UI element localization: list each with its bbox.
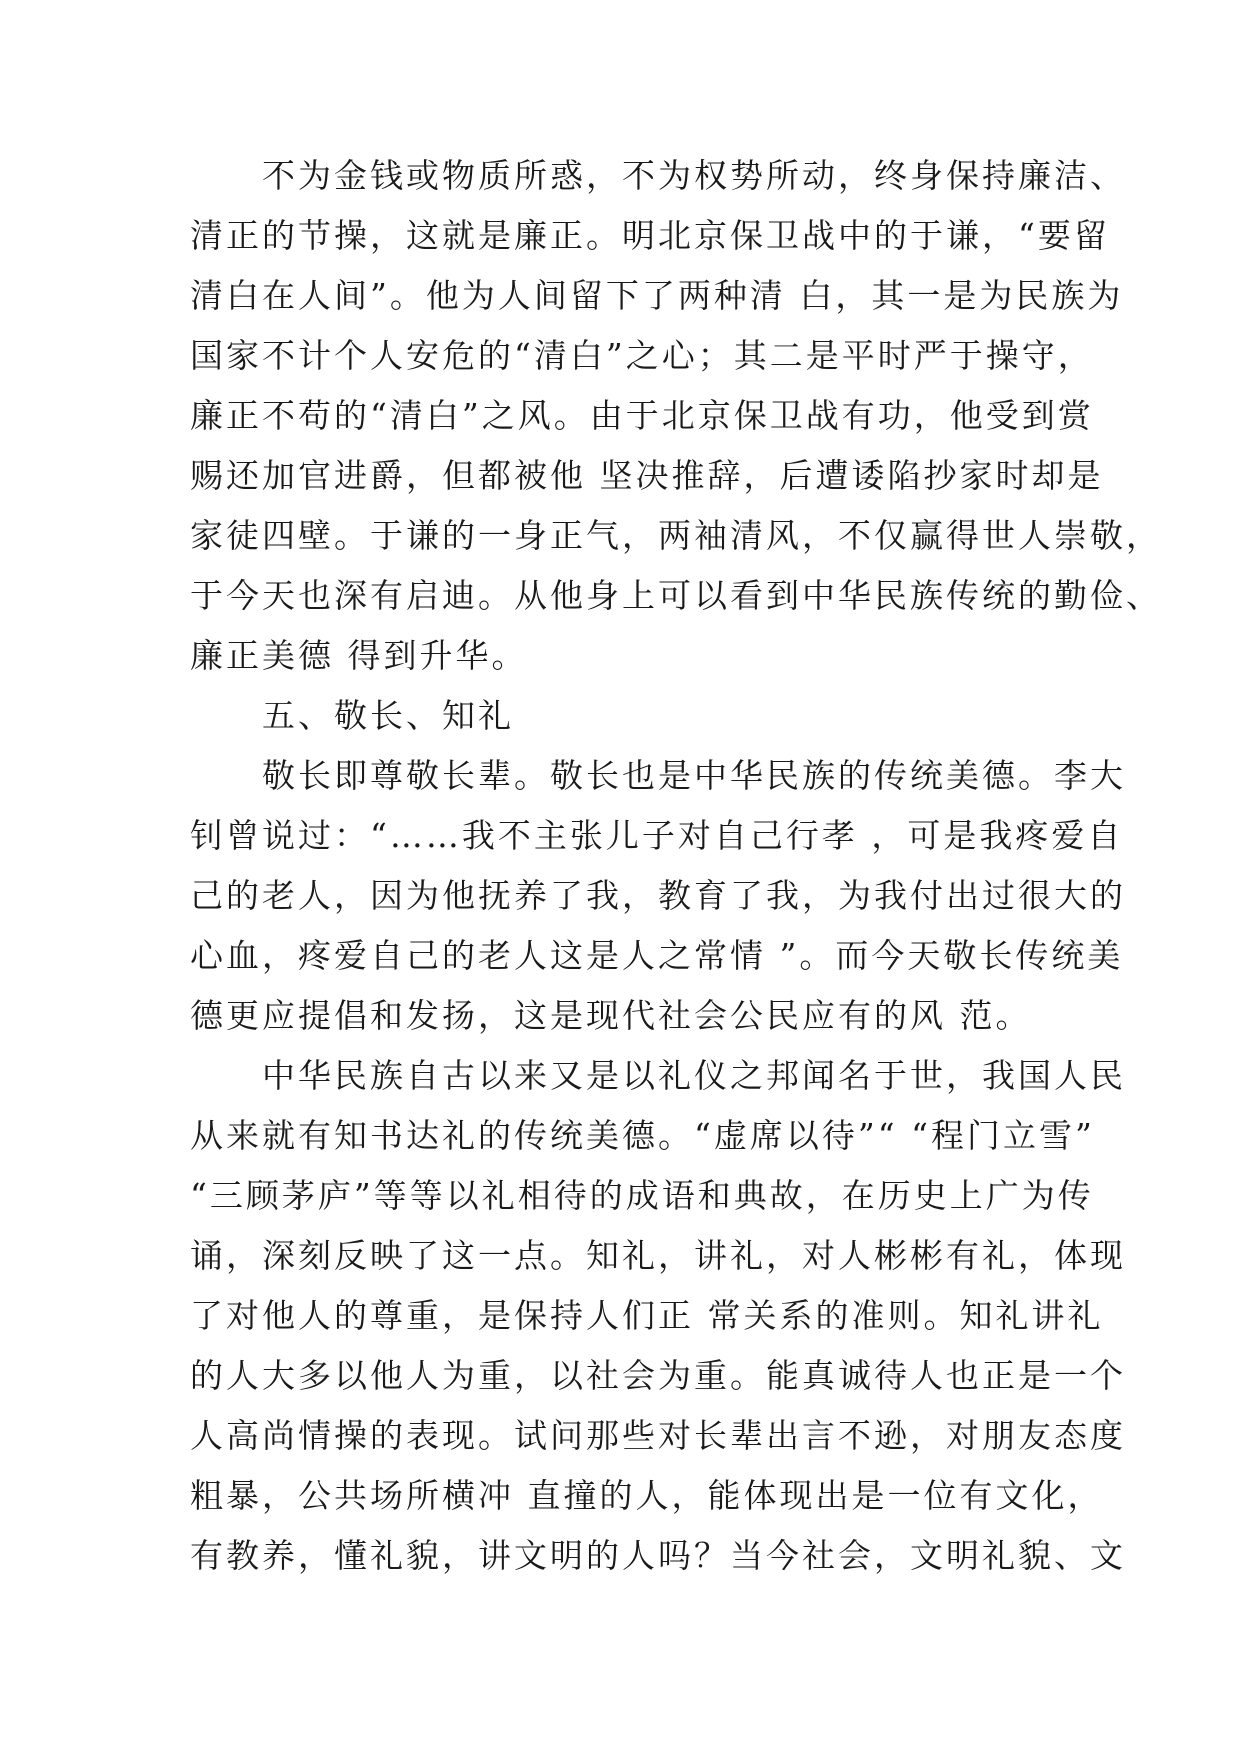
text-line: 钊曾说过：“……我不主张儿子对自己行孝 ，可是我疼爱自 [190, 816, 1124, 855]
text-line: 了对他人的尊重，是保持人们正 常关系的准则。知礼讲礼 [190, 1296, 1104, 1335]
text-line: 己的老人，因为他抚养了我，教育了我，为我付出过很大的 [190, 876, 1126, 915]
text-line: 粗暴，公共场所横冲 直撞的人，能体现出是一位有文化， [190, 1476, 1104, 1515]
text-line: 于今天也深有启迪。从他身上可以看到中华民族传统的勤俭、 [190, 576, 1162, 615]
text-line: 廉正美德 得到升华。 [190, 636, 528, 675]
text-line: “三顾茅庐”等等以礼相待的成语和典故，在历史上广为传 [190, 1176, 1094, 1215]
text-line: 心血，疼爱自己的老人这是人之常情 ”。而今天敬长传统美 [190, 936, 1124, 975]
text-line: 诵，深刻反映了这一点。知礼，讲礼，对人彬彬有礼，体现 [190, 1236, 1126, 1275]
body-text [190, 146, 1162, 1586]
text-line: 人高尚情操的表现。试问那些对长辈出言不逊，对朋友态度 [190, 1416, 1126, 1455]
text-line: 从来就有知书达礼的传统美德。“虚席以待”“ “程门立雪” [190, 1116, 1095, 1155]
text-line: 有教养，懂礼貌，讲文明的人吗？当今社会，文明礼貌、文 [190, 1536, 1126, 1575]
text-line: 国家不计个人安危的“清白”之心；其二是平时严于操守， [190, 336, 1094, 375]
section-heading: 五、敬长、知礼 [190, 696, 514, 735]
text-line: 清正的节操，这就是廉正。明北京保卫战中的于谦，“要留 [190, 216, 1110, 255]
text-line: 赐还加官进爵，但都被他 坚决推辞，后遭诿陷抄家时却是 [190, 456, 1104, 495]
text-line: 德更应提倡和发扬，这是现代社会公民应有的风 范。 [190, 996, 1032, 1035]
text-line: 家徒四壁。于谦的一身正气，两袖清风，不仅赢得世人崇敬， [190, 516, 1162, 555]
text-line: 中华民族自古以来又是以礼仪之邦闻名于世，我国人民 [190, 1056, 1126, 1095]
text-line: 不为金钱或物质所惑，不为权势所动，终身保持廉洁、 [190, 156, 1126, 195]
text-line: 敬长即尊敬长辈。敬长也是中华民族的传统美德。李大 [190, 756, 1126, 795]
text-line: 的人大多以他人为重，以社会为重。能真诚待人也正是一个 [190, 1356, 1126, 1395]
text-line: 清白在人间”。他为人间留下了两种清 白，其一是为民族为 [190, 276, 1124, 315]
text-line: 廉正不苟的“清白”之风。由于北京保卫战有功，他受到赏 [190, 396, 1094, 435]
